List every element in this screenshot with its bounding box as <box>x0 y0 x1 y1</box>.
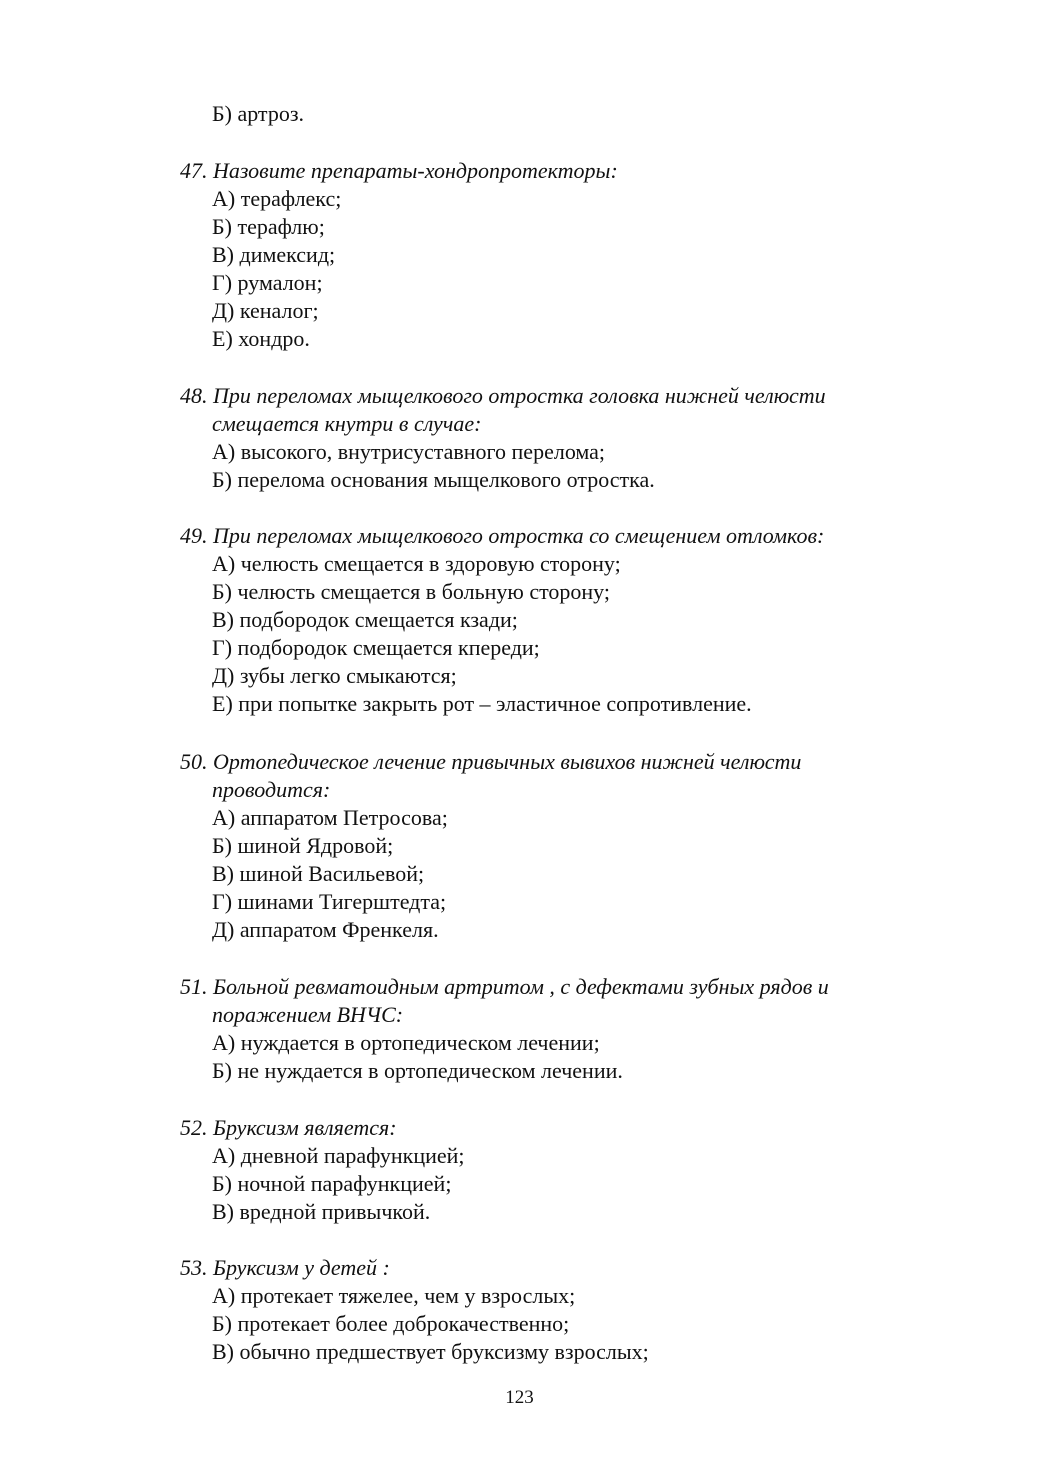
answer-option: В) подбородок смещается кзади; <box>212 607 518 632</box>
question-text-continuation: поражением ВНЧС: <box>212 1002 404 1027</box>
question-52 <box>180 1114 920 1226</box>
carryover-block <box>180 100 920 128</box>
page-number: 123 <box>505 1387 534 1408</box>
answer-option: Е) при попытке закрыть рот – эластичное сопротивление. <box>212 691 752 716</box>
question-text: 49. При переломах мыщелкового отростка со смещением отломков: <box>180 523 825 548</box>
question-text: 50. Ортопедическое лечение привычных вывихов нижней челюсти <box>180 749 802 774</box>
question-text: 53. Бруксизм у детей : <box>180 1255 390 1280</box>
answer-option: Д) зубы легко смыкаются; <box>212 663 457 688</box>
answer-option: В) вредной привычкой. <box>212 1199 431 1224</box>
answer-option: А) нуждается в ортопедическом лечении; <box>212 1030 600 1055</box>
question-text: 51. Больной ревматоидным артритом , с дефектами зубных рядов и <box>180 974 829 999</box>
answer-option: Б) протекает более доброкачественно; <box>212 1311 570 1336</box>
answer-option: А) высокого, внутрисуставного перелома; <box>212 439 606 464</box>
question-text-continuation: смещается кнутри в случае: <box>212 411 482 436</box>
answer-option: А) дневной парафункцией; <box>212 1143 465 1168</box>
question-50 <box>180 748 920 944</box>
question-48 <box>180 382 920 494</box>
answer-option: Д) аппаратом Френкеля. <box>212 917 439 942</box>
answer-option: Е) хондро. <box>212 326 310 351</box>
question-text: 52. Бруксизм является: <box>180 1115 397 1140</box>
question-text-continuation: проводится: <box>212 777 331 802</box>
question-47 <box>180 157 920 353</box>
question-53 <box>180 1254 920 1366</box>
answer-option: Г) подбородок смещается кпереди; <box>212 635 540 660</box>
answer-option: А) протекает тяжелее, чем у взрослых; <box>212 1283 576 1308</box>
answer-option: Б) перелома основания мыщелкового отростка. <box>212 467 655 492</box>
answer-option: А) аппаратом Петросова; <box>212 805 448 830</box>
question-text: 47. Назовите препараты-хондропротекторы: <box>180 158 618 183</box>
answer-option: Г) шинами Тигерштедта; <box>212 889 447 914</box>
answer-option: Б) не нуждается в ортопедическом лечении. <box>212 1058 623 1083</box>
answer-option: Б) шиной Ядровой; <box>212 833 394 858</box>
answer-option: Б) терафлю; <box>212 214 325 239</box>
answer-option: Б) артроз. <box>212 101 305 126</box>
answer-option: В) димексид; <box>212 242 336 267</box>
answer-option: Б) челюсть смещается в больную сторону; <box>212 579 610 604</box>
question-text: 48. При переломах мыщелкового отростка головка нижней челюсти <box>180 383 826 408</box>
answer-option: В) шиной Васильевой; <box>212 861 425 886</box>
answer-option: А) терафлекс; <box>212 186 342 211</box>
answer-option: Б) ночной парафункцией; <box>212 1171 452 1196</box>
answer-option: В) обычно предшествует бруксизму взрослых; <box>212 1339 649 1364</box>
question-51 <box>180 973 920 1085</box>
answer-option: А) челюсть смещается в здоровую сторону; <box>212 551 621 576</box>
answer-option: Г) румалон; <box>212 270 323 295</box>
answer-option: Д) кеналог; <box>212 298 319 323</box>
question-49 <box>180 522 920 718</box>
